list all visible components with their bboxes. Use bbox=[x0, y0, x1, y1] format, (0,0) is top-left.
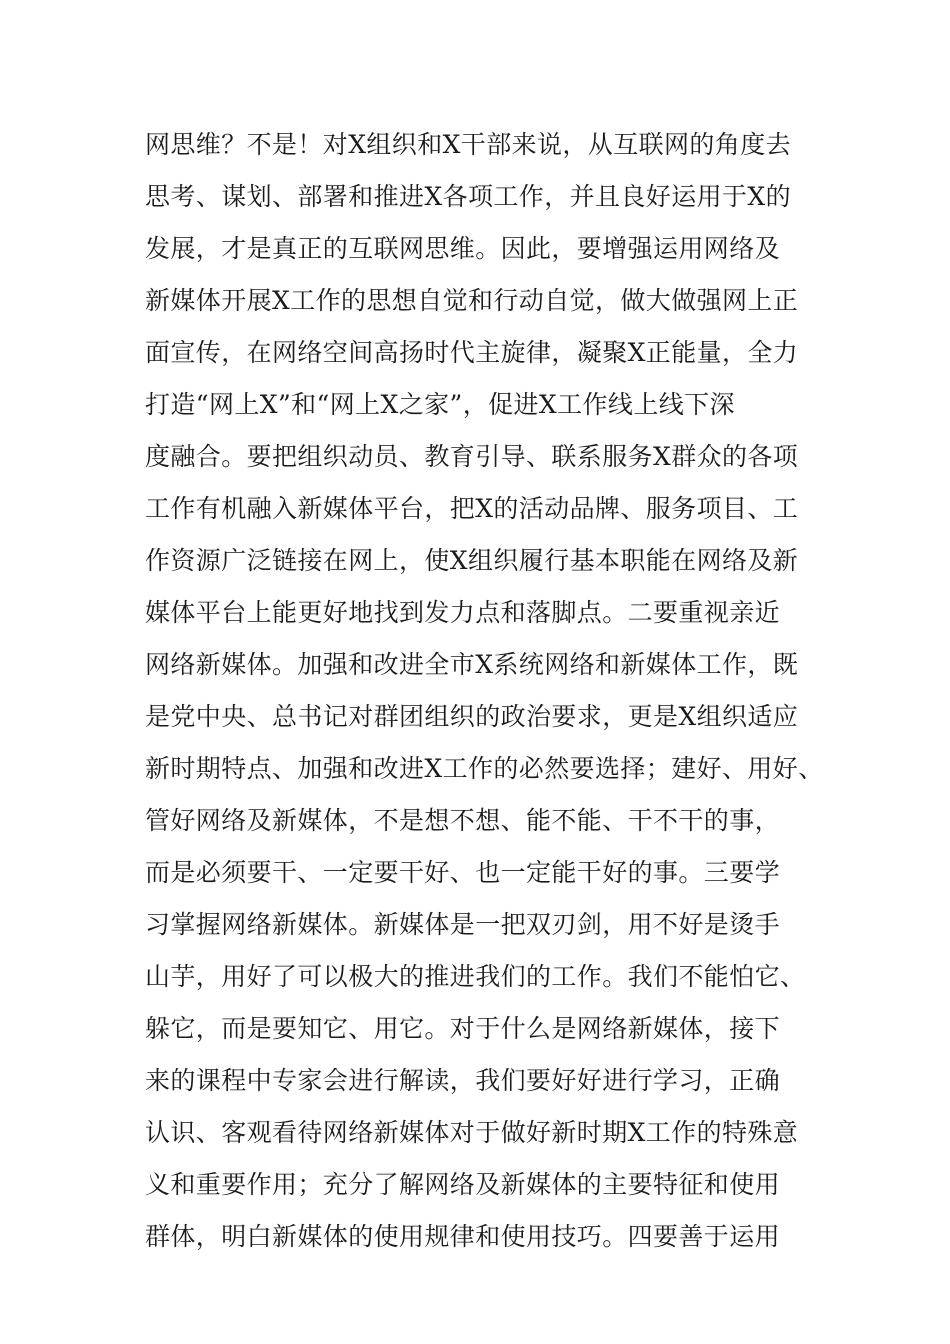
text-line: 度融合。要把组织动员、教育引导、联系服务X群众的各项 bbox=[145, 442, 799, 471]
text-line: 打造“网上X”和“网上X之家”，促进X工作线上线下深 bbox=[145, 390, 735, 419]
text-line: 作资源广泛链接在网上，使X组织履行基本职能在网络及新 bbox=[145, 546, 799, 575]
text-line: 网思维？不是！对X组织和X干部来说，从互联网的角度去 bbox=[145, 130, 791, 159]
text-line: 山芋，用好了可以极大的推进我们的工作。我们不能怕它、 bbox=[145, 962, 806, 991]
text-line: 躲它，而是要知它、用它。对于什么是网络新媒体，接下 bbox=[145, 1014, 781, 1043]
text-line: 面宣传，在网络空间高扬时代主旋律，凝聚X正能量，全力 bbox=[145, 338, 799, 367]
text-line: 媒体平台上能更好地找到发力点和落脚点。二要重视亲近 bbox=[145, 598, 781, 627]
body-text bbox=[145, 127, 845, 1271]
text-line: 网络新媒体。加强和改进全市X系统网络和新媒体工作，既 bbox=[145, 650, 799, 679]
text-line: 思考、谋划、部署和推进X各项工作，并且良好运用于X的 bbox=[145, 182, 791, 211]
text-line: 管好网络及新媒体，不是想不想、能不能、干不干的事， bbox=[145, 806, 781, 835]
text-line: 习掌握网络新媒体。新媒体是一把双刃剑，用不好是烫手 bbox=[145, 910, 781, 939]
text-line: 工作有机融入新媒体平台，把X的活动品牌、服务项目、工 bbox=[145, 494, 799, 523]
text-line: 群体，明白新媒体的使用规律和使用技巧。四要善于运用 bbox=[145, 1222, 781, 1251]
text-line: 新媒体开展X工作的思想自觉和行动自觉，做大做强网上正 bbox=[145, 286, 799, 315]
text-line: 新时期特点、加强和改进X工作的必然要选择；建好、用好、 bbox=[145, 754, 824, 783]
text-line: 是党中央、总书记对群团组织的政治要求，更是X组织适应 bbox=[145, 702, 799, 731]
text-line: 义和重要作用；充分了解网络及新媒体的主要特征和使用 bbox=[145, 1170, 781, 1199]
text-line: 认识、客观看待网络新媒体对于做好新时期X工作的特殊意 bbox=[145, 1118, 799, 1147]
text-line: 来的课程中专家会进行解读，我们要好好进行学习，正确 bbox=[145, 1066, 781, 1095]
text-line: 发展，才是真正的互联网思维。因此，要增强运用网络及 bbox=[145, 234, 781, 263]
text-line: 而是必须要干、一定要干好、也一定能干好的事。三要学 bbox=[145, 858, 781, 887]
